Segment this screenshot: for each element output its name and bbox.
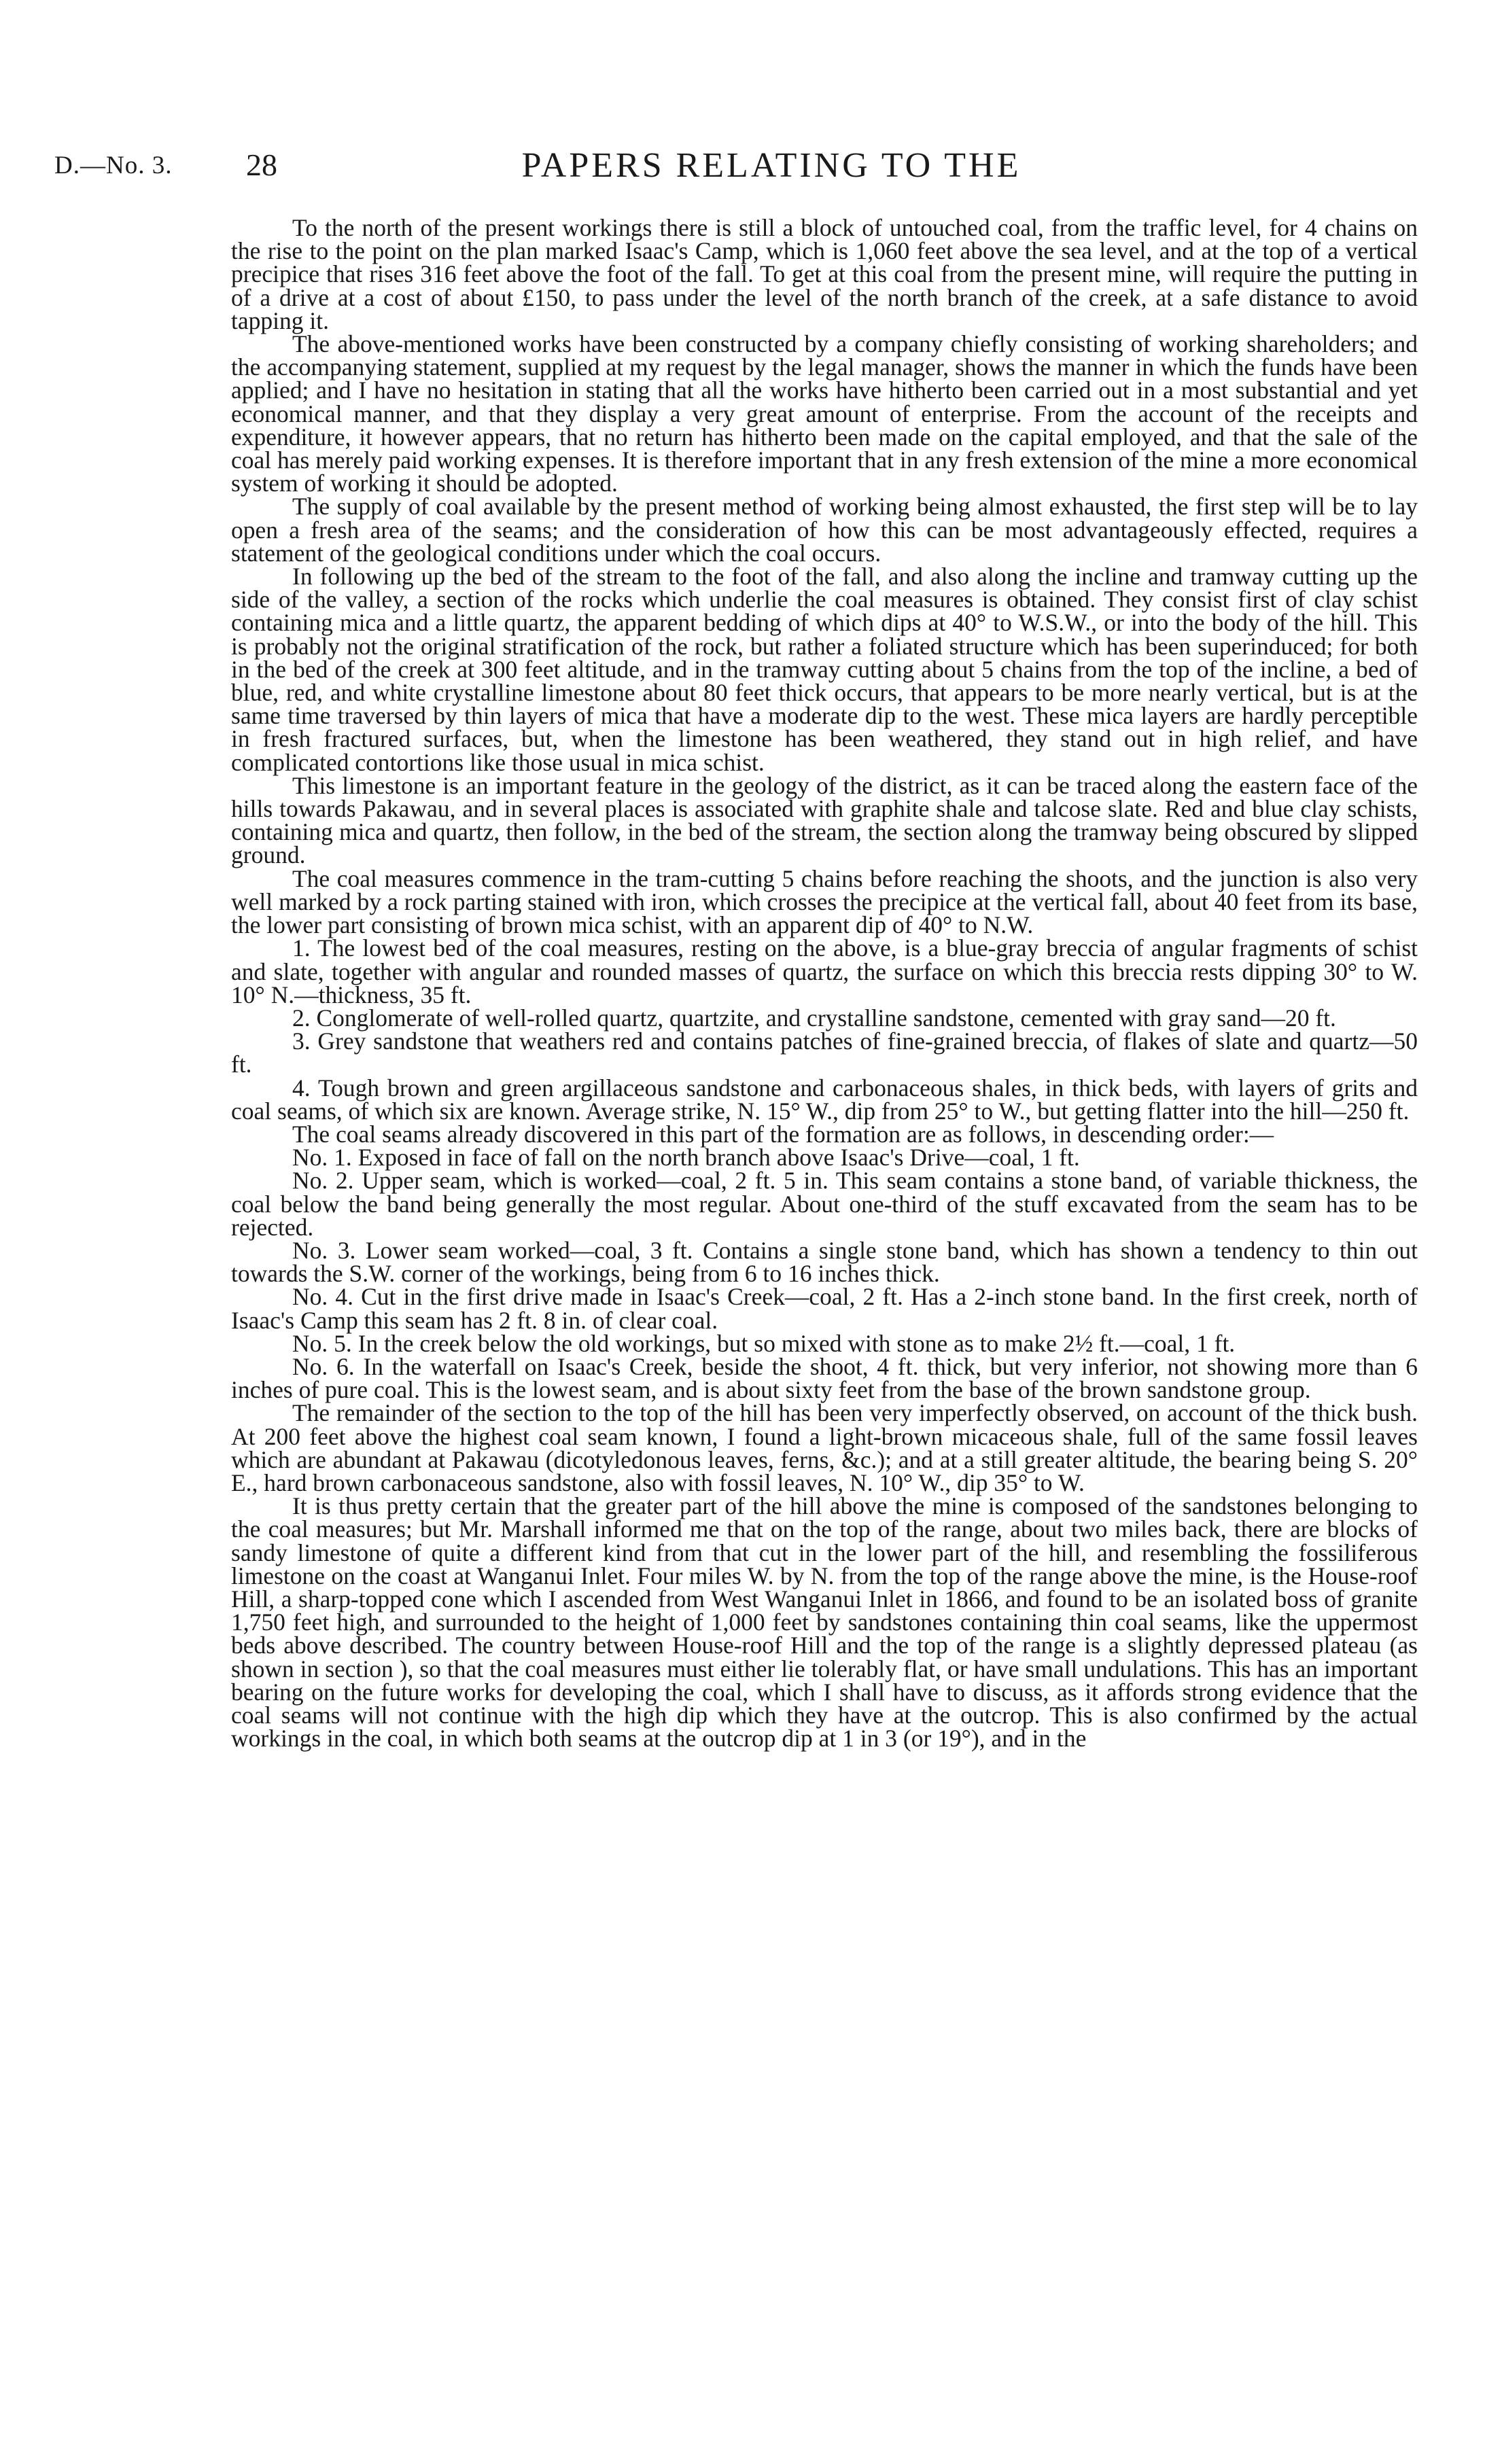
list-item-bed-4: 4. Tough brown and green argillaceous sandstone and carbonaceous shales, in thick beds, with layers of grits and coal seams, of which six are known. Average strike, N. 15° W., dip from 25° to W., but getting flatter into the hill—250 ft. xyxy=(231,1074,1418,1125)
document-reference: D.—No. 3. xyxy=(54,152,173,179)
page-header xyxy=(54,146,1407,192)
list-item-bed-1: 1. The lowest bed of the coal measures, resting on the above, is a blue-gray breccia of angular fragments of schist and slate, together with angular and rounded masses of quartz, the surface on which this breccia rests dipping 30° to W. 10° N.—thickness, 35 ft. xyxy=(231,934,1418,1008)
page-number: 28 xyxy=(246,147,277,182)
paragraph-seams-intro: The coal seams already discovered in this part of the formation are as follows, in descending order:— xyxy=(292,1120,1274,1148)
list-item-bed-3: 3. Grey sandstone that weathers red and contains patches of fine-grained breccia, of flakes of slate and quartz—50 ft. xyxy=(231,1027,1418,1078)
paragraph-hill-composition: It is thus pretty certain that the greater part of the hill above the mine is composed of the sandstones belonging to the coal measures; but Mr. Marshall informed me that on the top of the range, about two miles back, there are blocks of sandy limestone of quite a different kind from that cut in the lower part of the hill, and resembling the fossiliferous limestone on the coast at Wanganui Inlet. Four miles W. by N. from the top of the range above the mine, is the House-roof Hill, a sharp-topped cone which I ascended from West Wanganui Inlet in 1866, and found to be an isolated boss of granite 1,750 feet high, and surrounded to the height of 1,000 feet by sandstones containing thin coal seams, like the uppermost beds above described. The country between House-roof Hill and the top of the range is a slightly depressed plateau (as shown in section ), so that the coal measures must either lie tolerably flat, or have small undulations. This has an important bearing on the future works for developing the coal, which I shall have to discuss, as it affords strong evidence that the coal seams will not continue with the high dip which they have at the outcrop. This is also confirmed by the actual workings in the coal, in which both seams at the outcrop dip at 1 in 3 (or 19°), and in the xyxy=(231,1492,1418,1753)
paragraph-untouched-coal: To the north of the present workings there is still a block of untouched coal, from the traffic level, for 4 chains on the rise to the point on the plan marked Isaac's Camp, which is 1,060 feet above the sea level, and at the top of a vertical precipice that rises 316 feet above the foot of the fall. To get at this coal from the present mine, will require the putting in of a drive at a cost of about £150, to pass under the level of the north branch of the creek, at a safe distance to avoid tapping it. xyxy=(231,214,1418,334)
list-item-seam-3: No. 3. Lower seam worked—coal, 3 ft. Contains a single stone band, which has shown a tendency to thin out towards the S.W. corner of the workings, being from 6 to 16 inches thick. xyxy=(231,1236,1418,1288)
list-item-bed-2: 2. Conglomerate of well-rolled quartz, quartzite, and crystalline sandstone, cemented with gray sand—20 ft. xyxy=(292,1004,1336,1032)
paragraph-coal-measures: The coal measures commence in the tram-cutting 5 chains before reaching the shoots, and the junction is also very well marked by a rock parting stained with iron, which crosses the precipice at the vertical fall, about 40 feet from its base, the lower part consisting of brown mica schist, with an apparent dip of 40° to N.W. xyxy=(231,864,1418,939)
list-item-seam-6: No. 6. In the waterfall on Isaac's Creek, beside the shoot, 4 ft. thick, but very inferior, not showing more than 6 inches of pure coal. This is the lowest seam, and is about sixty feet from the base of the brown sandstone group. xyxy=(231,1352,1418,1404)
list-item-seam-5: No. 5. In the creek below the old workings, but so mixed with stone as to make 2½ ft.—coal, 1 ft. xyxy=(292,1329,1236,1357)
paragraph-limestone: This limestone is an important feature in the geology of the district, as it can be traced along the eastern face of the hills towards Pakawau, and in several places is associated with graphite shale and talcose slate. Red and blue clay schists, containing mica and quartz, then follow, in the bed of the stream, the section along the tramway being obscured by slipped ground. xyxy=(231,771,1418,869)
paragraph-coal-supply: The supply of coal available by the present method of working being almost exhausted, the first step will be to lay open a fresh area of the seams; and the consideration of how this can be most advantageously effected, requires a statement of the geological conditions under which the coal occurs. xyxy=(231,493,1418,567)
paragraph-company-works: The above-mentioned works have been constructed by a company chiefly consisting of working shareholders; and the accompanying statement, supplied at my request by the legal manager, shows the manner in which the funds have been applied; and I have no hesitation in stating that all the works have hitherto been carried out in a most substantial and yet economical manner, and that they display a very great amount of enterprise. From the account of the receipts and expenditure, it however appears, that no return has hitherto been made on the capital employed, and that the sale of the coal has merely paid working expenses. It is therefore important that in any fresh extension of the mine a more economical system of working it should be adopted. xyxy=(231,330,1418,497)
body-text xyxy=(231,214,1418,1753)
paragraph-rock-section: In following up the bed of the stream to the foot of the fall, and also along the incline and tramway cutting up the side of the valley, a section of the rocks which underlie the coal measures is obtained. They consist first of clay schist containing mica and a little quartz, the apparent bedding of which dips at 40° to W.S.W., or into the body of the hill. This is probably not the original stratification of the rock, but rather a foliated structure which has been superinduced; for both in the bed of the creek at 300 feet altitude, and in the tramway cutting about 5 chains from the top of the incline, a bed of blue, red, and white crystalline limestone about 80 feet thick occurs, that appears to be more nearly vertical, but is at the same time traversed by thin layers of mica that have a moderate dip to the west. These mica layers are hardly perceptible in fresh fractured surfaces, but, when the limestone has been weathered, they stand out in high relief, and have complicated contortions like those usual in mica schist. xyxy=(231,563,1418,776)
list-item-seam-1: No. 1. Exposed in face of fall on the north branch above Isaac's Drive—coal, 1 ft. xyxy=(292,1144,1080,1172)
list-item-seam-4: No. 4. Cut in the first drive made in Isaac's Creek—coal, 2 ft. Has a 2-inch stone band. In the first creek, north of Isaac's Camp this seam has 2 ft. 8 in. of clear coal. xyxy=(231,1283,1418,1334)
list-item-seam-2: No. 2. Upper seam, which is worked—coal, 2 ft. 5 in. This seam contains a stone band, of variable thickness, the coal below the band being generally the most regular. About one-third of the stuff excavated from the seam has to be rejected. xyxy=(231,1167,1418,1241)
paragraph-section-remainder: The remainder of the section to the top of the hill has been very imperfectly observed, on account of the thick bush. At 200 feet above the highest coal seam known, I found a light-brown micaceous shale, full of the same fossil leaves which are abundant at Pakawau (dicotyledonous leaves, ferns, &c.); and at a still greater altitude, the bearing being S. 20° E., hard brown carbonaceous sandstone, also with fossil leaves, N. 10° W., dip 35° to W. xyxy=(231,1399,1418,1496)
running-title: PAPERS RELATING TO THE xyxy=(521,146,1021,185)
